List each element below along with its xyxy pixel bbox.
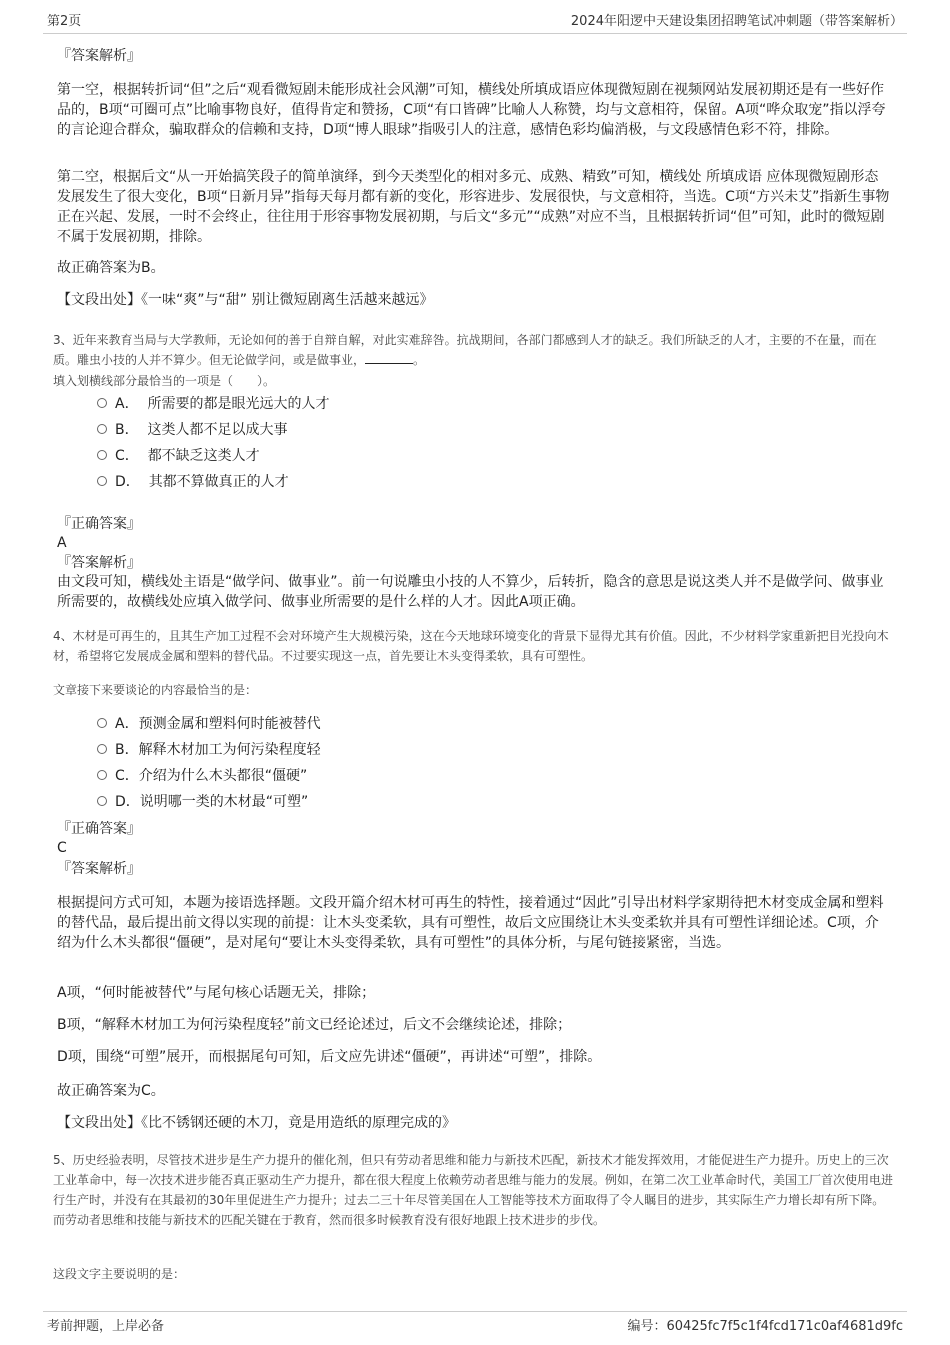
q2-source: 【文段出处】《一味“爽”与“甜” 别让微短剧离生活越来越远》 xyxy=(57,292,434,308)
q4-option-b[interactable]: B．解释木材加工为何污染程度轻 xyxy=(97,740,321,760)
q3-stem-end: 。 xyxy=(413,353,426,367)
radio-icon[interactable] xyxy=(97,476,107,486)
q4-analysis-para1: 根据提问方式可知，本题为接语选择题。文段开篇介绍木材可再生的特性，接着通过“因此”引导出材料学家期待把木材变成金属和塑料的替代品，最后提出前文得以实现的前提：让木头变柔软，具有可塑性，故后文应围绕让木头变柔软并具有可塑性详细论述。C项，介绍为什么木头都很“僵硬”，是对尾句“要让木头变得柔软，具有可塑性”的具体分析，与尾句链接紧密，当选。 xyxy=(57,895,884,951)
q3-option-c[interactable]: C． 都不缺乏这类人才 xyxy=(97,446,260,466)
q4-prompt: 文章接下来要谈论的内容最恰当的是： xyxy=(53,683,258,697)
q2-analysis-label: 『答案解析』 xyxy=(57,48,141,64)
q4-analysis-label: 『答案解析』 xyxy=(57,861,141,877)
q3-analysis: 由文段可知，横线处主语是“做学问、做事业”。前一句说雕虫小技的人不算少，后转折，隐含的意思是说这类人并不是做学问、做事业所需要的，故横线处应填入做学问、做事业所需要的是什么样的人才。因此A项正确。 xyxy=(57,574,884,610)
q4-analysis-a: A项，“何时能被替代”与尾句核心话题无关，排除； xyxy=(57,985,376,1001)
q3-correct-answer: A xyxy=(57,535,67,551)
q4-stem: 4、木材是可再生的，且其生产加工过程不会对环境产生大规模污染，这在今天地球环境变化的背景下显得尤其有价值。因此，不少材料学家重新把目光投向木材，希望将它发展成金属和塑料的替代品。不过要实现这一点，首先要让木头变得柔软，具有可塑性。 xyxy=(53,629,889,663)
radio-icon[interactable] xyxy=(97,718,107,728)
q3-stem-text: 3、近年来教育当局与大学教师，无论如何的善于自辩自解，对此实难辞咎。抗战期间，各部门都感到人才的缺乏。我们所缺乏的人才，主要的不在量，而在质。雕虫小技的人并不算少。但无论做学问，或是做事业， xyxy=(53,333,877,367)
q3-analysis-label: 『答案解析』 xyxy=(57,555,141,571)
radio-icon[interactable] xyxy=(97,398,107,408)
q3-option-a[interactable]: A． 所需要的都是眼光远大的人才 xyxy=(97,394,329,414)
q2-analysis-para2: 第二空，根据后文“从一开始搞笑段子的简单演绎，到今天类型化的相对多元、成熟、精致”可知，横线处 所填成语 应体现微短剧形态发展发生了很大变化，B项“日新月异”指每天每月都有新的变化，形容进步、发展很快，与文意相符，当选。C项“方兴未艾”指新生事物正在兴起、发展，一时不会终止，往往用于形容事物发展初期，与后文“多元”“成熟”对应不当，且根据转折词“但”可知，此时的微短剧不属于发展初期，排除。 xyxy=(57,169,890,245)
q4-conclusion: 故正确答案为C。 xyxy=(57,1083,165,1099)
header-divider xyxy=(43,33,907,34)
q2-analysis-para1: 第一空，根据转折词“但”之后“观看微短剧未能形成社会风潮”可知，横线处所填成语应体现微短剧在视频网站发展初期还是有一些好作品的，B项“可圈可点”比喻事物良好，值得肯定和赞扬，C项“有口皆碑”比喻人人称赞，均与文意相符，保留。A项“哗众取宠”指以浮夸的言论迎合群众，骗取群众的信赖和支持，D项“博人眼球”指吸引人的注意，感情色彩均偏消极，与文段感情色彩不符，排除。 xyxy=(57,82,886,138)
footer-slogan: 考前押题，上岸必备 xyxy=(47,1319,165,1334)
q4-correct-label: 『正确答案』 xyxy=(57,821,141,837)
q4-analysis-b: B项，“解释木材加工为何污染程度轻”前文已经论述过，后文不会继续论述，排除； xyxy=(57,1017,572,1033)
radio-icon[interactable] xyxy=(97,770,107,780)
q3-option-b[interactable]: B． 这类人都不足以成大事 xyxy=(97,420,288,440)
radio-icon[interactable] xyxy=(97,424,107,434)
document-code: 编号：60425fc7f5c1f4fcd171c0af4681d9fc xyxy=(627,1319,903,1334)
q4-correct-answer: C xyxy=(57,840,67,856)
q3-blank xyxy=(365,351,413,364)
q5-prompt: 这段文字主要说明的是： xyxy=(53,1267,186,1281)
q3-option-d[interactable]: D． 其都不算做真正的人才 xyxy=(97,472,289,492)
q3-correct-label: 『正确答案』 xyxy=(57,516,141,532)
q4-option-a[interactable]: A．预测金属和塑料何时能被替代 xyxy=(97,714,321,734)
radio-icon[interactable] xyxy=(97,450,107,460)
q3-prompt: 填入划横线部分最恰当的一项是（ ）。 xyxy=(53,374,276,388)
q4-option-c[interactable]: C．介绍为什么木头都很“僵硬” xyxy=(97,766,307,786)
q4-source: 【文段出处】《比不锈钢还硬的木刀，竟是用造纸的原理完成的》 xyxy=(57,1115,456,1131)
q5-stem: 5、历史经验表明，尽管技术进步是生产力提升的催化剂，但只有劳动者思维和能力与新技术匹配，新技术才能发挥效用，才能促进生产力提升。历史上的三次工业革命中，每一次技术进步能否真正驱动生产力提升，都在很大程度上依赖劳动者思维与能力的发展。例如，在第二次工业革命时代，美国工厂首次使用电进行生产时，并没有在其最初的30年里促进生产力提升；过去二三十年尽管美国在人工智能等技术方面取得了令人瞩目的进步，其实际生产力增长却有所下降。而劳动者思维和技能与新技术的匹配关键在于教育，然而很多时候教育没有很好地跟上技术进步的步伐。 xyxy=(53,1153,894,1227)
q3-stem xyxy=(53,330,893,370)
radio-icon[interactable] xyxy=(97,796,107,806)
q4-option-d[interactable]: D．说明哪一类的木材最“可塑” xyxy=(97,792,308,812)
document-title: 2024年阳逻中天建设集团招聘笔试冲刺题（带答案解析） xyxy=(570,14,903,29)
footer-divider xyxy=(43,1311,907,1312)
radio-icon[interactable] xyxy=(97,744,107,754)
q4-analysis-d: D项，围绕“可塑”展开，而根据尾句可知，后文应先讲述“僵硬”，再讲述“可塑”，排除。 xyxy=(57,1049,602,1065)
q2-conclusion: 故正确答案为B。 xyxy=(57,260,165,276)
page-number: 第2页 xyxy=(47,14,82,29)
